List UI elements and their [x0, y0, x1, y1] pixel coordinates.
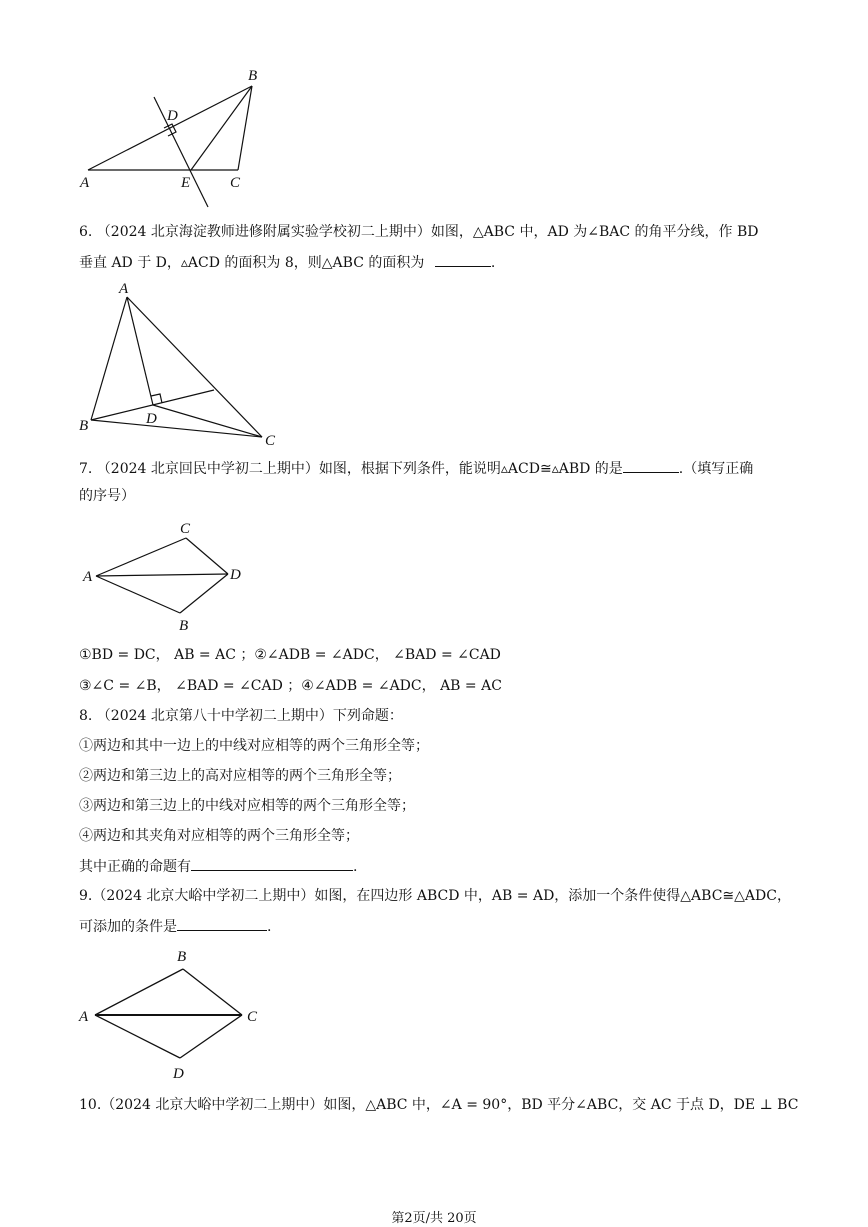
fig6-label-c: C [265, 433, 276, 449]
q10-line1: 10.（2024 北京大峪中学初二上期中）如图，△ABC 中，∠A = 90°，BD 平分∠ABC，交 AC 于点 D，DE ⊥ BC [79, 1097, 799, 1113]
fig6-label-b: B [79, 418, 89, 434]
q6-line1: 6. （2024 北京海淀教师进修附属实验学校初二上期中）如图，△ABC 中，AD 为∠BAC 的角平分线，作 BD [79, 224, 759, 240]
fig9-label-d: D [173, 1066, 184, 1082]
q9-line2 [79, 916, 271, 937]
fig7-label-a: A [83, 569, 93, 585]
fig9-label-c: C [247, 1009, 258, 1025]
fig6-label-d: D [146, 411, 157, 427]
q8-item-1: ①两边和其中一边上的中线对应相等的两个三角形全等； [79, 738, 429, 754]
q9-answer-blank[interactable] [177, 916, 267, 931]
page-footer: 第2页/共 20页 [391, 1211, 477, 1226]
q9-line2-text: 可添加的条件是 [79, 919, 177, 935]
fig5-label-e: E [181, 175, 191, 191]
q6-line2-end: . [490, 255, 496, 271]
q7-answer-blank[interactable] [623, 458, 679, 473]
q9-line2-end: . [267, 919, 272, 935]
fig9-label-a: A [79, 1009, 89, 1025]
fig5-label-b: B [248, 68, 258, 84]
q6-answer-blank[interactable] [435, 252, 491, 267]
q8-item-3: ③两边和第三边上的中线对应相等的两个三角形全等； [79, 798, 415, 814]
fig9-label-b: B [177, 949, 187, 965]
q7-line1-text: 7. （2024 北京回民中学初二上期中）如图，根据下列条件，能说明▵ACD≅▵ABD 的是 [79, 461, 623, 477]
fig7-label-d: D [230, 567, 241, 583]
q8-item-4: ④两边和其夹角对应相等的两个三角形全等； [79, 828, 359, 844]
q7-line1-end: .（填写正确 [678, 461, 754, 477]
q8-answer-blank[interactable] [191, 856, 353, 871]
fig6-label-a: A [119, 281, 129, 297]
q7-option-3-4: ③∠C = ∠B， ∠BAD = ∠CAD ；④∠ADB = ∠ADC， AB = AC [79, 678, 502, 694]
q8-item-2: ②两边和第三边上的高对应相等的两个三角形全等； [79, 768, 401, 784]
q7-option-1-2: ①BD = DC， AB = AC ；②∠ADB = ∠ADC， ∠BAD = ∠CAD [79, 647, 501, 663]
q6-line2-text: 垂直 AD 于 D，▵ACD 的面积为 8，则△ABC 的面积为 [79, 255, 425, 271]
q7-line2: 的序号） [79, 488, 135, 504]
fig5-label-c: C [230, 175, 241, 191]
q8-conclusion [79, 856, 357, 877]
fig5-label-d: D [167, 108, 178, 124]
fig7-label-c: C [180, 521, 191, 537]
fig5-label-a: A [80, 175, 90, 191]
q8-title: 8. （2024 北京第八十中学初二上期中）下列命题： [79, 708, 403, 724]
q6-line2 [79, 252, 495, 273]
q8-conclusion-end: . [353, 859, 358, 875]
q8-conclusion-text: 其中正确的命题有 [79, 859, 191, 875]
q9-line1: 9.（2024 北京大峪中学初二上期中）如图，在四边形 ABCD 中，AB = AD，添加一个条件使得△ABC≅△ADC， [79, 888, 791, 904]
q7-line1 [79, 458, 753, 479]
fig7-label-b: B [179, 618, 189, 634]
